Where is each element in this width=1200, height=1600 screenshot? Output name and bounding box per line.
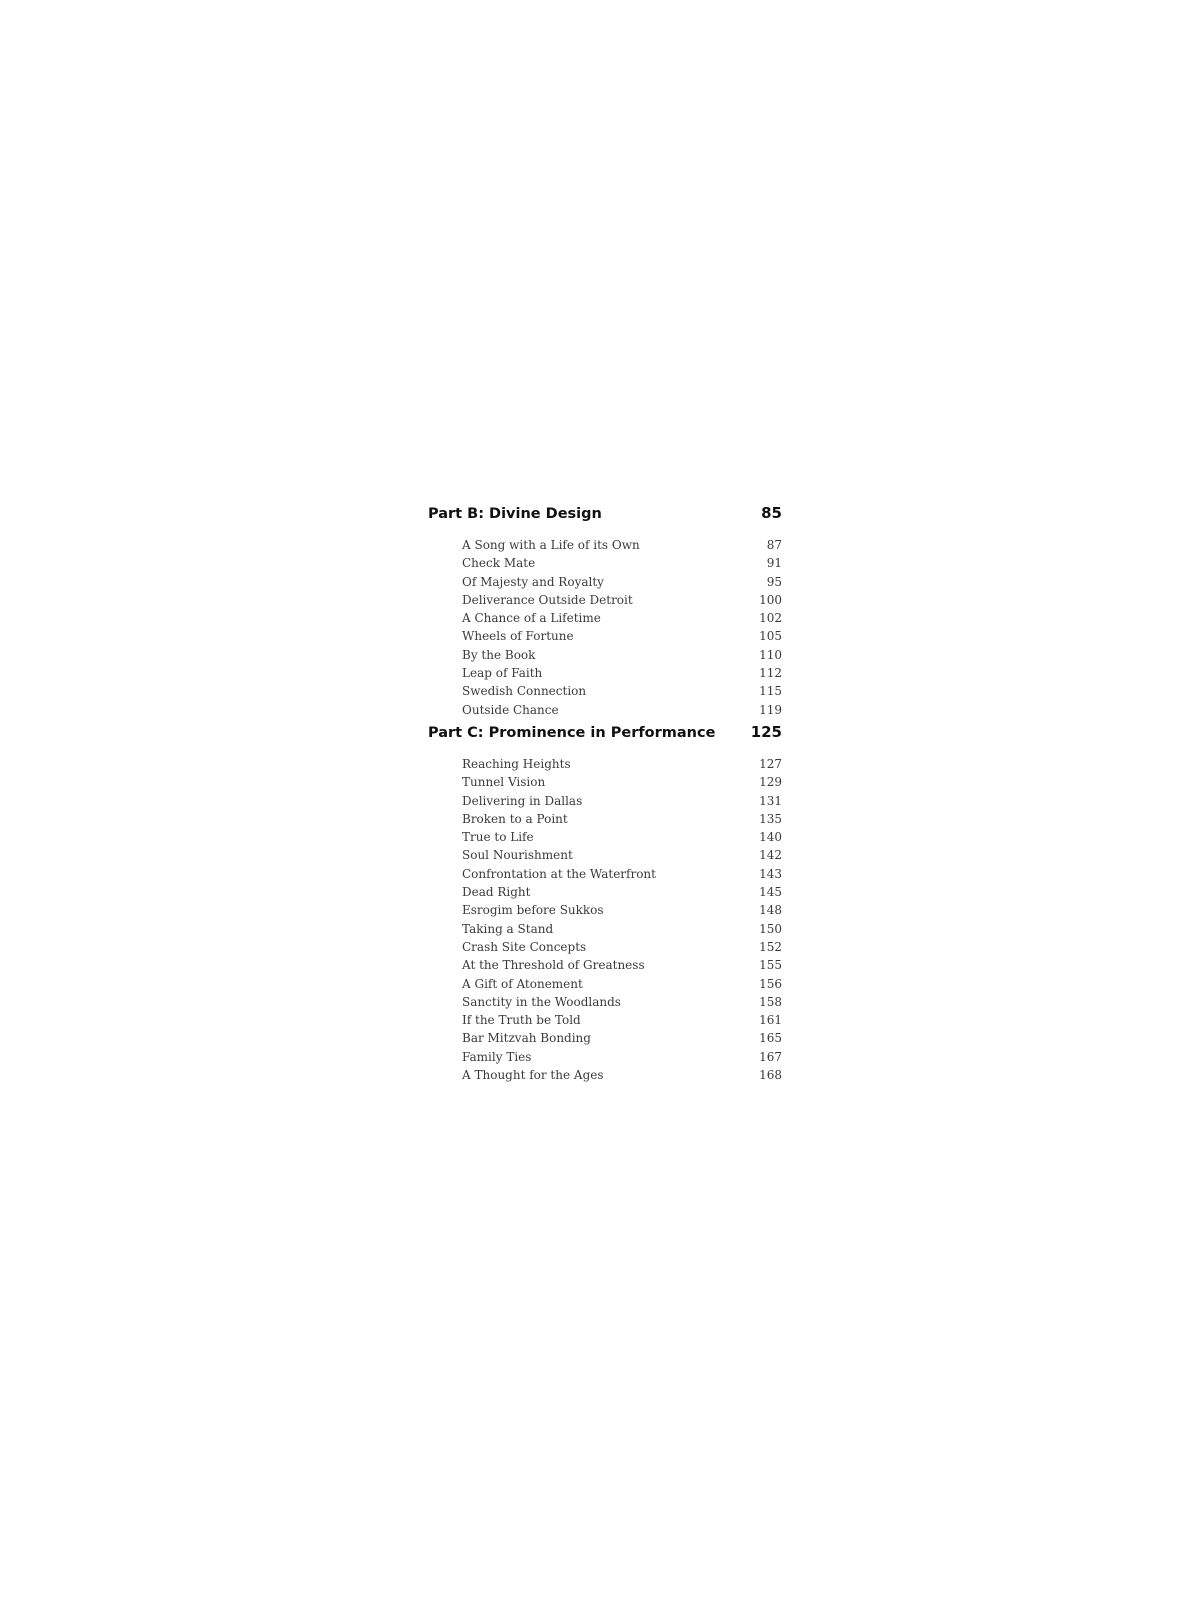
chapter-title: Swedish Connection [462,684,587,699]
chapter-title: True to Life [462,830,534,845]
chapter-title: Esrogim before Sukkos [462,903,604,918]
chapter-page-number: 127 [759,756,782,771]
chapter-page-number: 158 [759,994,782,1009]
chapter-entry [462,646,782,664]
chapter-page-number: 145 [759,885,782,900]
chapter-title: A Song with a Life of its Own [462,538,640,552]
part-page-number: 125 [750,722,782,741]
chapter-title: Soul Nourishment [462,848,573,863]
chapter-title: A Thought for the Ages [462,1068,604,1083]
chapter-entry [462,792,782,810]
part-heading [428,723,782,749]
chapter-entry [462,664,782,682]
chapter-page-number: 165 [759,1031,782,1046]
chapter-entry [462,975,782,993]
chapter-entry [462,591,782,609]
chapter-title: Taking a Stand [462,921,554,936]
chapter-entry [462,773,782,791]
chapter-page-number: 102 [759,611,782,626]
chapter-page-number: 131 [759,793,782,808]
chapter-page-number: 91 [766,556,782,571]
part-heading [428,504,782,530]
chapter-title: Tunnel Vision [462,775,546,790]
chapter-title: Outside Chance [462,702,559,717]
chapter-entry [462,901,782,919]
chapter-page-number: 129 [759,775,782,790]
part-b-section [428,504,782,719]
chapter-page-number: 152 [759,939,782,954]
chapter-entry [462,701,782,719]
chapter-title: Family Ties [462,1049,532,1064]
part-title: Part C: Prominence in Performance [428,724,716,741]
chapter-title: Crash Site Concepts [462,939,587,954]
chapter-page-number: 100 [759,592,782,607]
chapter-entry [462,1048,782,1066]
chapter-page-number: 143 [759,866,782,881]
chapter-page-number: 119 [759,702,782,717]
chapter-entry [462,1011,782,1029]
chapter-page-number: 87 [766,538,782,552]
chapter-entry [462,846,782,864]
chapter-title: A Gift of Atonement [462,976,583,991]
chapter-page-number: 168 [759,1068,782,1083]
chapter-entry [462,920,782,938]
chapter-page-number: 105 [759,629,782,644]
chapter-entry [462,810,782,828]
chapter-title: Confrontation at the Waterfront [462,866,656,881]
chapter-title: Delivering in Dallas [462,793,583,808]
chapter-page-number: 115 [759,684,782,699]
chapter-entry [462,755,782,773]
chapter-title: If the Truth be Told [462,1013,581,1028]
chapter-page-number: 95 [766,574,782,589]
chapter-page-number: 110 [759,647,782,662]
chapter-title: A Chance of a Lifetime [462,611,601,626]
chapter-page-number: 161 [759,1013,782,1028]
chapter-title: Of Majesty and Royalty [462,574,604,589]
chapter-page-number: 112 [759,666,782,681]
chapter-entry [462,554,782,572]
chapter-title: Deliverance Outside Detroit [462,592,633,607]
chapter-title: Dead Right [462,885,531,900]
chapter-title: Reaching Heights [462,756,571,771]
chapter-page-number: 150 [759,921,782,936]
chapter-entry [462,828,782,846]
chapter-page-number: 156 [759,976,782,991]
chapter-title: At the Threshold of Greatness [462,958,645,973]
chapter-entry [462,536,782,554]
chapter-title: Wheels of Fortune [462,629,574,644]
chapter-entry [462,938,782,956]
chapter-page-number: 155 [759,958,782,973]
chapter-entry [462,1029,782,1047]
chapter-title: Check Mate [462,556,536,571]
chapter-list [428,536,782,719]
part-title: Part B: Divine Design [428,506,602,522]
chapter-page-number: 140 [759,830,782,845]
chapter-title: By the Book [462,647,536,662]
chapter-entry [462,609,782,627]
chapter-entry [462,993,782,1011]
chapter-entry [462,1066,782,1084]
chapter-page-number: 167 [759,1049,782,1064]
chapter-page-number: 148 [759,903,782,918]
part-c-section [428,723,782,1084]
chapter-entry [462,956,782,974]
part-page-number: 85 [761,504,782,522]
chapter-entry [462,865,782,883]
table-of-contents [428,504,782,1084]
chapter-page-number: 142 [759,848,782,863]
chapter-entry [462,682,782,700]
chapter-title: Leap of Faith [462,666,543,681]
chapter-entry [462,883,782,901]
chapter-title: Sanctity in the Woodlands [462,994,621,1009]
chapter-entry [462,573,782,591]
chapter-entry [462,627,782,645]
chapter-page-number: 135 [759,811,782,826]
chapter-title: Bar Mitzvah Bonding [462,1031,591,1046]
chapter-title: Broken to a Point [462,811,568,826]
chapter-list [428,755,782,1084]
